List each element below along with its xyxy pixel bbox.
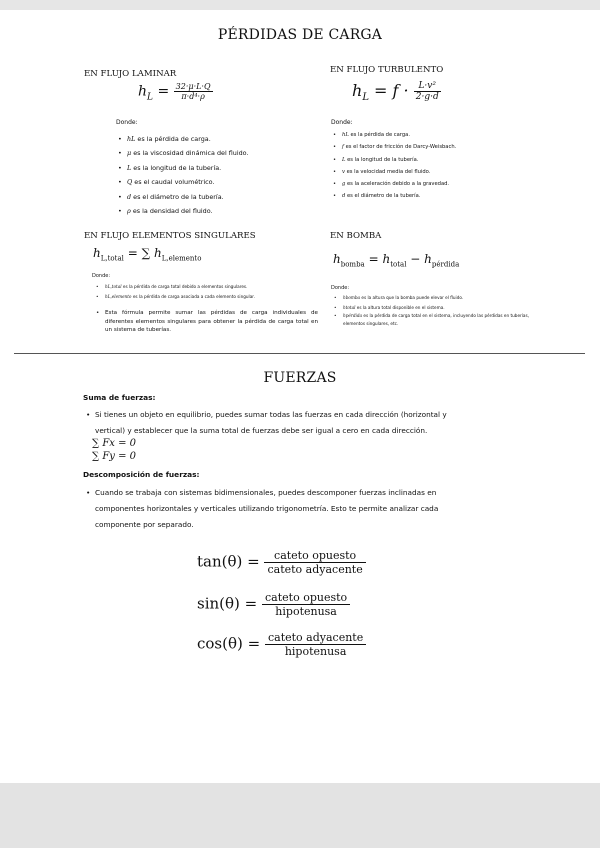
singulares-note: • Esta fórmula permite sumar las pérdidas de carga individuales de diferentes elementos singulares para obtener la pérdida de carga total en un sistema de tuberías. [96,309,318,335]
sum-equations [92,437,136,463]
list-item: • Q es el caudal volumétrico. [118,175,249,189]
suma-text: • Si tienes un objeto en equilibrio, puedes sumar todas las fuerzas en cada dirección (horizontal y vertical) y establecer que la suma total de fuerzas debe ser igual a cero en cada dirección. [86,407,454,439]
turbulento-donde: Donde: [331,119,353,126]
bomba-donde: Donde: [331,285,350,291]
descomposicion-text: • Cuando se trabaja con sistemas bidimensionales, puedes descomponer fuerzas inclinadas en componentes horizontales y verticales utilizando trigonometría. Esto te permite analizar cada componente por separado. [86,485,454,532]
page-bottom-margin [0,783,600,848]
suma-list [86,407,454,439]
cos-equation: cos(θ) = $\frac{\text{cateto adyacente}}{\text{hipotenusa}}$ [197,631,366,658]
list-item: • htotal es la altura total disponible en el sistema. [334,303,534,313]
document-page [0,10,600,783]
laminar-formula: $h_L$ = $\frac{32\cdot\mu\cdot L\cdot Q}{\text{π·d⁴·ρ}}$ [138,82,211,103]
turbulento-formula: $h_L = f$ · $\frac{\text{L·v²}}{2\cdot g\cdot d}$ [352,81,439,104]
list-item: • hL es la pérdida de carga. [333,129,456,141]
singulares-list [96,282,255,302]
bomba-formula: $h_{bomba} = h_{total} - h_{pérdida}$ [333,252,460,269]
list-item: • μ es la viscosidad dinámica del fluido. [118,146,249,160]
list-item: • d es el diámetro de la tubería. [333,190,456,202]
list-item: • hL,elemento es la pérdida de carga asociada a cada elemento singular. [96,292,255,302]
list-item: • hL,total es la pérdida de carga total debido a elementos singulares. [96,282,255,292]
list-item: • v es la velocidad media del fluido. [333,166,456,178]
laminar-donde: Donde: [116,119,138,126]
list-item: • f es el factor de fricción de Darcy-Weisbach. [333,141,456,153]
list-item: • ρ es la densidad del fluido. [118,204,249,218]
turbulento-heading: EN FLUJO TURBULENTO [330,65,444,75]
sum-fx: ∑ Fx = 0 [92,438,136,449]
suma-heading: Suma de fuerzas: [83,393,156,402]
singulares-note-list [96,309,318,335]
list-item: • hL es la pérdida de carga. [118,132,249,146]
list-item: • hpérdida es la pérdida de carga total en el sistema, incluyendo las pérdidas en tuberías, elementos singulares, etc. [334,312,534,328]
laminar-heading: EN FLUJO LAMINAR [84,69,177,79]
singulares-formula: $h_{L,total}$ = ∑ $h_{L,elemento}$ [93,246,202,263]
sum-fy: ∑ Fy = 0 [92,451,137,462]
singulares-heading: EN FLUJO ELEMENTOS SINGULARES [84,231,256,241]
sin-equation: sin(θ) = $\frac{\text{cateto opuesto}}{\text{hipotenusa}}$ [197,591,350,618]
section-divider [14,353,585,354]
tan-equation: tan(θ) = $\frac{\text{cateto opuesto}}{\text{cateto adyacente}}$ [197,549,366,576]
list-item: • hbomba es la altura que la bomba puede elevar el fluido. [334,293,534,303]
turbulento-list [333,129,456,203]
list-item: • L es la longitud de la tubería. [333,154,456,166]
list-item: • g es la aceleración debido a la gravedad. [333,178,456,190]
laminar-list [118,132,249,218]
perdidas-title: PÉRDIDAS DE CARGA [217,27,383,43]
list-item: • d es el diámetro de la tubería. [118,190,249,204]
singulares-donde: Donde: [92,273,111,279]
bomba-heading: EN BOMBA [330,231,382,241]
descomposicion-heading: Descomposición de fuerzas: [83,470,200,479]
list-item: • L es la longitud de la tubería. [118,161,249,175]
fuerzas-title: FUERZAS [263,370,337,386]
descomposicion-list [86,485,454,532]
bomba-list [334,293,534,329]
